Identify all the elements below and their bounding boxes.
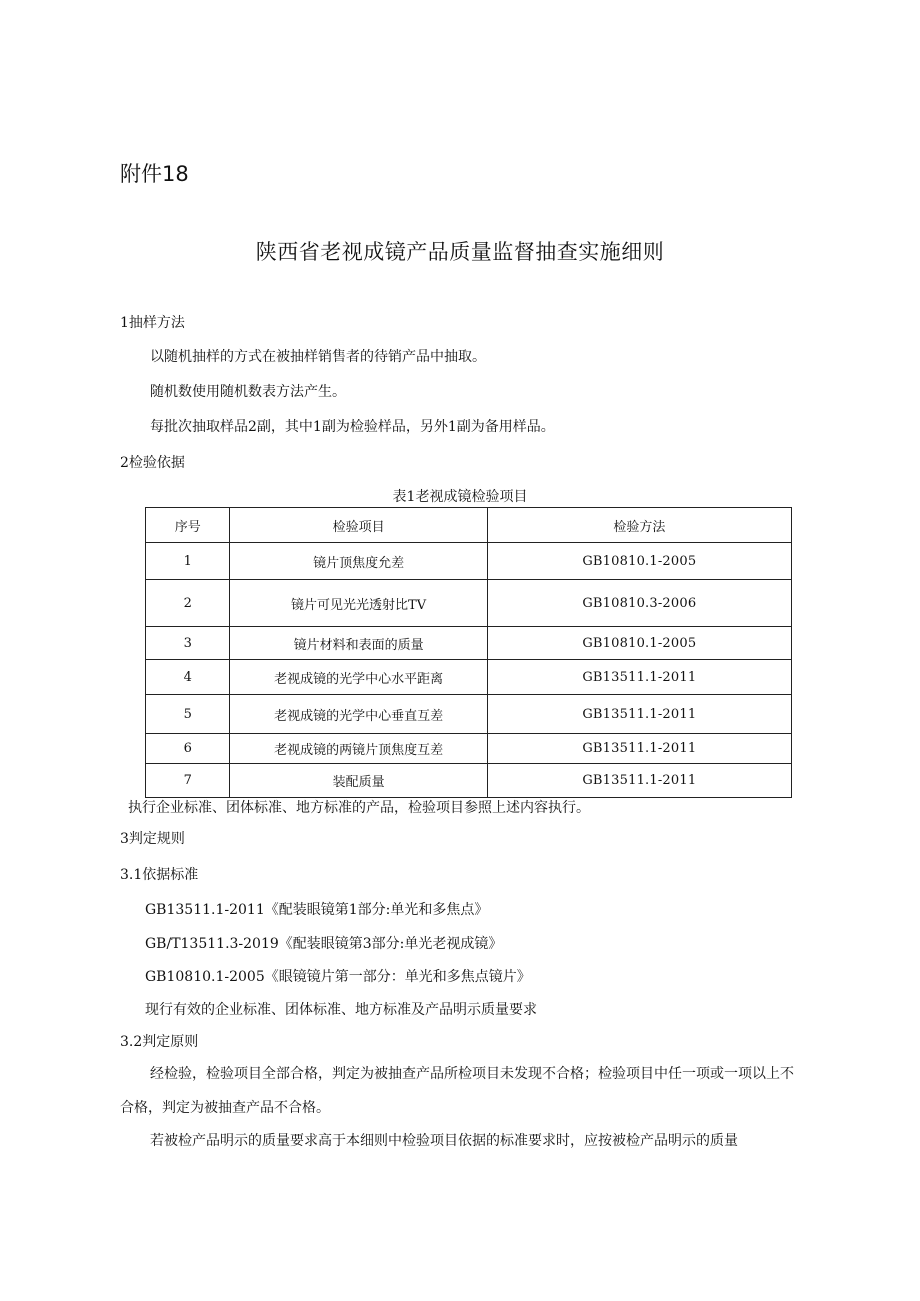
table-cell: 2	[146, 580, 230, 627]
document-title: 陕西省老视成镜产品质量监督抽查实施细则	[255, 240, 665, 264]
table-cell: GB10810.1-2005	[487, 543, 791, 580]
attachment-label: 附件18	[120, 162, 189, 186]
table-cell: 3	[146, 627, 230, 660]
standard-item: GB10810.1-2005《眼镜镜片第一部分：单光和多焦点镜片》	[145, 969, 531, 985]
table-cell: GB10810.1-2005	[487, 627, 791, 660]
table-row	[146, 660, 792, 695]
table-row	[146, 627, 792, 660]
table-cell: GB10810.3-2006	[487, 580, 791, 627]
table-header-row	[146, 508, 792, 543]
table-cell: 5	[146, 695, 230, 734]
standard-item: 现行有效的企业标准、团体标准、地方标准及产品明示质量要求	[145, 1002, 537, 1018]
table-cell: GB13511.1-2011	[487, 734, 791, 764]
paragraph: 随机数使用随机数表方法产生。	[150, 384, 346, 400]
section-3-2-heading: 3.2判定原则	[120, 1034, 199, 1050]
column-header: 序号	[146, 508, 230, 543]
table-row	[146, 764, 792, 798]
inspection-items-table	[145, 507, 792, 798]
table-cell: GB13511.1-2011	[487, 660, 791, 695]
column-header: 检验方法	[487, 508, 791, 543]
section-3-1-heading: 3.1依据标准	[120, 867, 199, 883]
table-cell: 装配质量	[230, 764, 487, 798]
table-cell: 4	[146, 660, 230, 695]
table-note: 执行企业标准、团体标准、地方标准的产品，检验项目参照上述内容执行。	[128, 800, 590, 816]
column-header: 检验项目	[230, 508, 487, 543]
section-1-heading: 1抽样方法	[120, 315, 185, 331]
standard-item: GB/T13511.3-2019《配装眼镜第3部分:单光老视成镜》	[145, 936, 503, 952]
table-cell: 6	[146, 734, 230, 764]
paragraph: 经检验，检验项目全部合格，判定为被抽查产品所检项目未发现不合格；检验项目中任一项或一项以上不合格，判定为被抽查产品不合格。	[120, 1066, 794, 1116]
standard-item: GB13511.1-2011《配装眼镜第1部分:单光和多焦点》	[145, 902, 489, 918]
table-cell: GB13511.1-2011	[487, 695, 791, 734]
table-row	[146, 734, 792, 764]
table-cell: 镜片顶焦度允差	[230, 543, 487, 580]
table-cell: GB13511.1-2011	[487, 764, 791, 798]
paragraph: 若被检产品明示的质量要求高于本细则中检验项目依据的标准要求时，应按被检产品明示的质量	[150, 1133, 738, 1149]
table-cell: 老视成镜的光学中心垂直互差	[230, 695, 487, 734]
table-row	[146, 580, 792, 627]
table-cell: 老视成镜的光学中心水平距离	[230, 660, 487, 695]
paragraph: 以随机抽样的方式在被抽样销售者的待销产品中抽取。	[150, 349, 486, 365]
table-cell: 7	[146, 764, 230, 798]
table-caption: 表1老视成镜检验项目	[392, 489, 528, 505]
paragraph: 每批次抽取样品2副，其中1副为检验样品，另外1副为备用样品。	[150, 419, 555, 435]
table-row	[146, 543, 792, 580]
table-cell: 镜片材料和表面的质量	[230, 627, 487, 660]
table-cell: 老视成镜的两镜片顶焦度互差	[230, 734, 487, 764]
table-cell: 1	[146, 543, 230, 580]
section-2-heading: 2检验依据	[120, 455, 185, 471]
section-3-heading: 3判定规则	[120, 831, 185, 847]
table-row	[146, 695, 792, 734]
table-cell: 镜片可见光光透射比TV	[230, 580, 487, 627]
